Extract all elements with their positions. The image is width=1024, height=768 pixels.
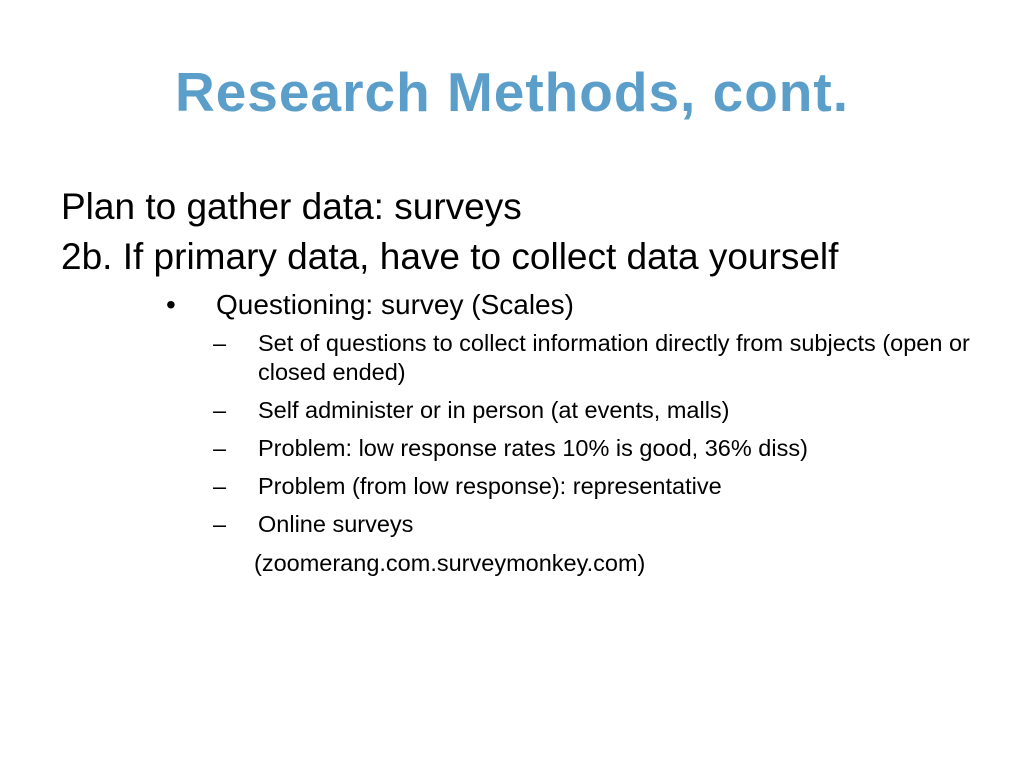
bullet-text: (zoomerang.com.surveymonkey.com) [254, 550, 646, 576]
bullet-text: Problem (from low response): representative [258, 473, 722, 499]
bullet-dot-icon: • [166, 289, 176, 320]
dash-marker-icon: – [213, 397, 227, 423]
bullet-text: Self administer or in person (at events, malls) [258, 397, 730, 423]
slide-title: Research Methods, cont. [175, 61, 849, 123]
bullet-text: 2b. If primary data, have to collect data yourself [61, 236, 839, 277]
bullet-level3 [61, 329, 981, 387]
bullet-level3 [61, 472, 981, 501]
dash-marker-icon: – [213, 511, 227, 537]
bullet-level3 [61, 510, 981, 539]
bullet-text: Problem: low response rates 10% is good, 36% diss) [258, 435, 808, 461]
bullet-level3 [61, 396, 981, 425]
bullet-text: Questioning: survey (Scales) [216, 289, 574, 320]
bullet-level1 [61, 184, 981, 230]
bullet-level1 [61, 234, 981, 280]
bullet-continuation [61, 549, 981, 578]
dash-marker-icon: – [213, 435, 227, 461]
dash-marker-icon: – [213, 473, 227, 499]
dash-marker-icon: – [213, 330, 227, 356]
slide-body [61, 184, 981, 587]
bullet-level2 [61, 288, 981, 322]
bullet-level3 [61, 434, 981, 463]
bullet-text: Online surveys [258, 511, 414, 537]
bullet-text: Plan to gather data: surveys [61, 186, 522, 227]
bullet-text: Set of questions to collect information directly from subjects (open or closed ended) [258, 330, 970, 385]
